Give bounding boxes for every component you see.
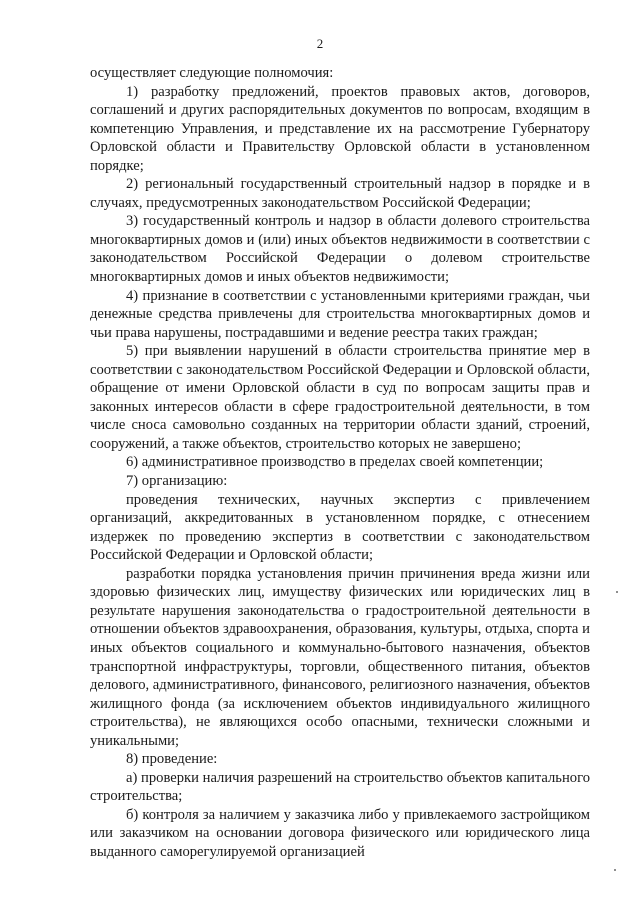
item-8b-paragraph: б) контроля за наличием у заказчика либо у привлекаемого застройщиком или заказчиком на основании договора физического или юридического лица выданного саморегулируемой организацией (90, 806, 590, 860)
item-6-paragraph: 6) административное производство в пределах своей компетенции; (126, 454, 544, 471)
item-4-paragraph: 4) признание в соответствии с установленными критериями граждан, чьи денежные средства привлечены для строительства многоквартирных домов и чьи права нарушены, пострадавшими и ведение реестра таких граждан; (90, 287, 590, 341)
item-3-paragraph: 3) государственный контроль и надзор в области долевого строительства многоквартирных домов и (или) иных объектов недвижимости в соответствии с законодательством Российской Федерации о долевом строительстве многоквартирных домов и иных объектов недвижимости; (90, 213, 590, 286)
intro-line: осуществляет следующие полномочия: (90, 65, 334, 81)
item-7-expertise-paragraph: проведения технических, научных экспертиз с привлечением организаций, аккредитованных в установленном порядке, с отнесением издержек по проведению экспертиз в соответствии с законодательством Российской Федерации и Орловской области; (90, 491, 590, 564)
item-7-heading: 7) организацию: (126, 473, 228, 490)
item-8a-paragraph: а) проверки наличия разрешений на строительство объектов капитального строительства; (90, 769, 590, 805)
item-7-harm-causes-paragraph: разработки порядка установления причин причинения вреда жизни или здоровью физических лиц, имуществу физических или юридических лиц в результате нарушения законодательства о градостроительной деятельности в отношении объектов здравоохранения, образования, культуры, отдыха, спорта и иных объектов социального и коммунально-бытового назначения, объектов транспортной инфраструктуры, торговли, общественного питания, объектов делового, административного, финансового, религиозного назначения, объектов жилищного фонда (за исключением объектов индивидуального жилищного строительства), не являющихся особо опасными, технически сложными и уникальными; (90, 565, 590, 749)
scan-speck (616, 591, 618, 593)
item-2-paragraph: 2) региональный государственный строительный надзор в порядке и в случаях, предусмотренных законодательством Российской Федерации; (90, 176, 590, 211)
item-1-paragraph: 1) разработку предложений, проектов правовых актов, договоров, соглашений и других распорядительных документов по вопросам, входящим в компетенцию Управления, и представление их на рассмотрение Губернатору Орловской области и Правительству Орловской области в установленном порядке; (90, 83, 590, 174)
item-5-paragraph: 5) при выявлении нарушений в области строительства принятие мер в соответствии с законодательством Российской Федерации и Орловской области, обращение от имени Орловской области в суд по вопросам защиты прав и законных интересов области в сфере градостроительной деятельности, в том числе сноса самовольно созданных на территории области зданий, строений, сооружений, а также объектов, строительство которых не завершено; (90, 343, 590, 452)
scan-speck (614, 869, 616, 871)
page-number: 2 (316, 36, 324, 51)
document-body (90, 64, 590, 862)
item-8-heading: 8) проведение: (126, 751, 218, 768)
